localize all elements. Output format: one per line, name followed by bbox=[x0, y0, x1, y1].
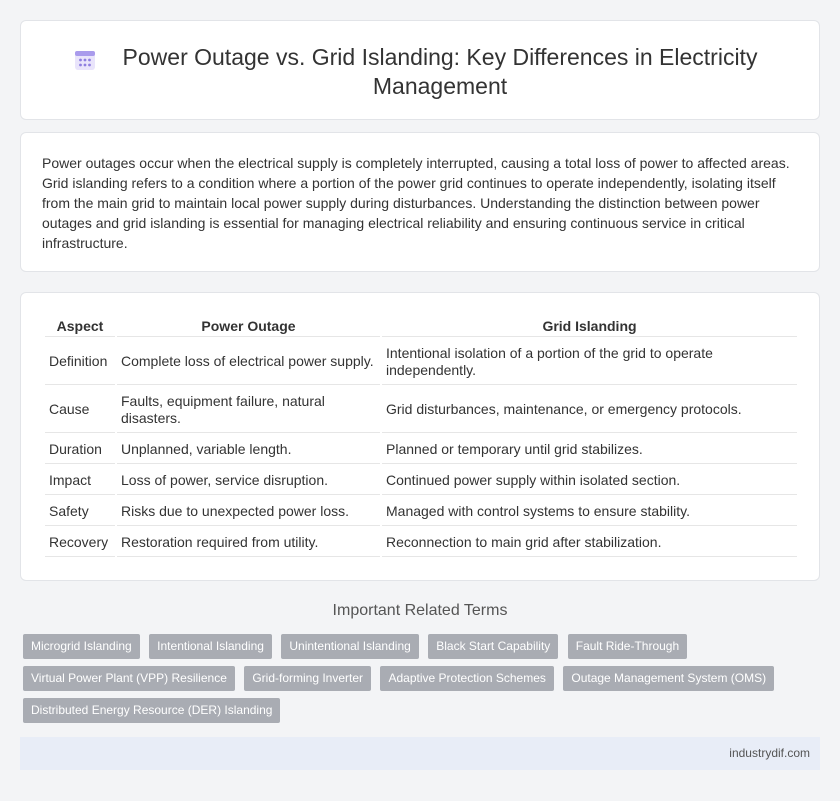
row-grid-islanding: Reconnection to main grid after stabilization. bbox=[382, 528, 797, 557]
row-grid-islanding: Grid disturbances, maintenance, or emergency protocols. bbox=[382, 387, 797, 433]
row-power-outage: Loss of power, service disruption. bbox=[117, 466, 380, 495]
header-aspect: Aspect bbox=[45, 315, 115, 337]
footer-site-link[interactable]: industrydif.com bbox=[729, 746, 810, 760]
row-power-outage: Faults, equipment failure, natural disasters. bbox=[117, 387, 380, 433]
calendar-grid-icon bbox=[73, 48, 97, 72]
row-aspect: Cause bbox=[45, 387, 115, 433]
table-row bbox=[45, 497, 797, 526]
table-row bbox=[45, 339, 797, 385]
comparison-table bbox=[43, 313, 799, 559]
row-grid-islanding: Intentional isolation of a portion of the grid to operate independently. bbox=[382, 339, 797, 385]
header-power-outage: Power Outage bbox=[117, 315, 380, 337]
intro-card bbox=[20, 132, 820, 272]
related-term-tag[interactable]: Intentional Islanding bbox=[149, 634, 272, 659]
row-aspect: Duration bbox=[45, 435, 115, 464]
row-grid-islanding: Planned or temporary until grid stabilizes. bbox=[382, 435, 797, 464]
related-term-tag[interactable]: Unintentional Islanding bbox=[281, 634, 418, 659]
related-term-tag[interactable]: Fault Ride-Through bbox=[568, 634, 687, 659]
row-aspect: Recovery bbox=[45, 528, 115, 557]
row-power-outage: Unplanned, variable length. bbox=[117, 435, 380, 464]
related-term-tag[interactable]: Distributed Energy Resource (DER) Islanding bbox=[23, 698, 280, 723]
header-grid-islanding: Grid Islanding bbox=[382, 315, 797, 337]
table-header-row bbox=[45, 315, 797, 337]
related-term-tag[interactable]: Black Start Capability bbox=[428, 634, 558, 659]
related-terms-tags bbox=[23, 634, 823, 730]
related-terms-title: Important Related Terms bbox=[332, 602, 508, 619]
footer bbox=[20, 737, 820, 770]
table-row bbox=[45, 528, 797, 557]
comparison-card bbox=[20, 292, 820, 581]
table-row bbox=[45, 466, 797, 495]
related-term-tag[interactable]: Microgrid Islanding bbox=[23, 634, 140, 659]
row-grid-islanding: Continued power supply within isolated section. bbox=[382, 466, 797, 495]
table-row bbox=[45, 387, 797, 433]
table-row bbox=[45, 435, 797, 464]
row-power-outage: Restoration required from utility. bbox=[117, 528, 380, 557]
row-grid-islanding: Managed with control systems to ensure stability. bbox=[382, 497, 797, 526]
row-aspect: Impact bbox=[45, 466, 115, 495]
page-title: Power Outage vs. Grid Islanding: Key Differences in Electricity Management bbox=[122, 44, 758, 99]
intro-paragraph: Power outages occur when the electrical supply is completely interrupted, causing a total loss of power to affected areas. Grid islanding refers to a condition where a portion of the power grid continues to operate independently, isolating itself from the main grid to maintain local power supply during disturbances. Understanding the distinction between power outages and grid islanding is essential for managing electrical reliability and ensuring continuous service in critical infrastructure. bbox=[42, 155, 790, 251]
row-aspect: Definition bbox=[45, 339, 115, 385]
row-power-outage: Complete loss of electrical power supply. bbox=[117, 339, 380, 385]
row-aspect: Safety bbox=[45, 497, 115, 526]
header bbox=[21, 43, 819, 101]
row-power-outage: Risks due to unexpected power loss. bbox=[117, 497, 380, 526]
related-term-tag[interactable]: Virtual Power Plant (VPP) Resilience bbox=[23, 666, 235, 691]
related-term-tag[interactable]: Outage Management System (OMS) bbox=[563, 666, 774, 691]
related-term-tag[interactable]: Grid-forming Inverter bbox=[244, 666, 371, 691]
header-card bbox=[20, 20, 820, 120]
related-term-tag[interactable]: Adaptive Protection Schemes bbox=[380, 666, 553, 691]
